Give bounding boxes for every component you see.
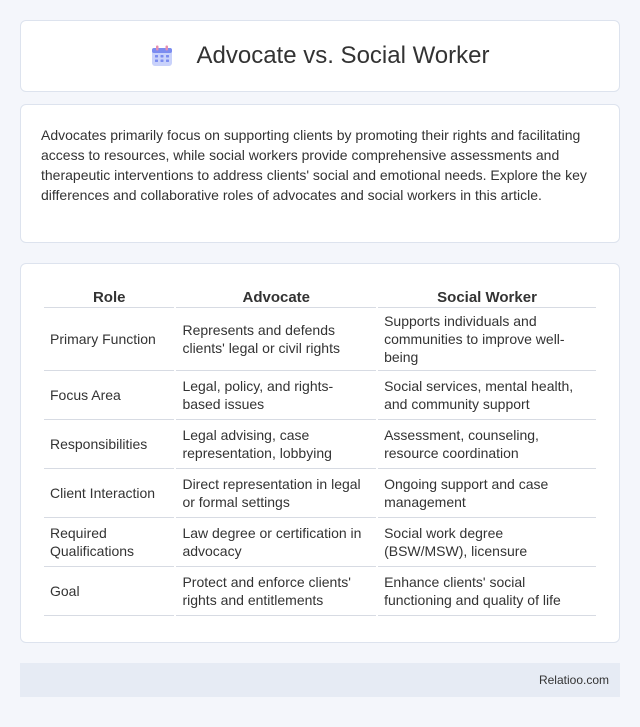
table-card — [20, 263, 620, 643]
row-advocate-cell: Legal advising, case representation, lobbying — [176, 420, 376, 469]
row-social-worker-cell: Ongoing support and case management — [378, 469, 596, 518]
row-social-worker-cell: Social work degree (BSW/MSW), licensure — [378, 518, 596, 567]
row-role-cell: Primary Function — [44, 308, 174, 371]
row-role-cell: Focus Area — [44, 371, 174, 420]
table-row — [44, 567, 596, 616]
calendar-icon — [150, 44, 174, 68]
row-social-worker-cell: Supports individuals and communities to improve well-being — [378, 308, 596, 371]
header-card — [20, 20, 620, 92]
table-row — [44, 469, 596, 518]
header-role: Role — [44, 286, 174, 308]
intro-text: Advocates primarily focus on supporting clients by promoting their rights and facilitating access to resources, while social workers provide comprehensive assessments and therapeutic interventions to address clients' social and emotional needs. Explore the key differences and collaborative roles of advocates and social workers in this article. — [41, 127, 587, 203]
row-advocate-cell: Direct representation in legal or formal settings — [176, 469, 376, 518]
table-header-row — [44, 286, 596, 308]
table-row — [44, 371, 596, 420]
footer-brand: Relatioo.com — [538, 673, 609, 687]
footer-bar — [20, 663, 620, 697]
row-role-cell: Goal — [44, 567, 174, 616]
row-advocate-cell: Protect and enforce clients' rights and entitlements — [176, 567, 376, 616]
table-row — [44, 420, 596, 469]
header-social-worker: Social Worker — [378, 286, 596, 308]
row-advocate-cell: Legal, policy, and rights-based issues — [176, 371, 376, 420]
row-social-worker-cell: Enhance clients' social functioning and quality of life — [378, 567, 596, 616]
row-role-cell: Client Interaction — [44, 469, 174, 518]
header-advocate: Advocate — [176, 286, 376, 308]
table-row — [44, 308, 596, 371]
title-wrap — [150, 42, 489, 70]
intro-card — [20, 104, 620, 243]
page-title: Advocate vs. Social Worker — [196, 42, 490, 69]
row-advocate-cell: Law degree or certification in advocacy — [176, 518, 376, 567]
row-advocate-cell: Represents and defends clients' legal or civil rights — [176, 308, 376, 371]
row-role-cell: Required Qualifications — [44, 518, 174, 567]
comparison-table — [42, 286, 598, 616]
row-social-worker-cell: Assessment, counseling, resource coordination — [378, 420, 596, 469]
table-row — [44, 518, 596, 567]
row-role-cell: Responsibilities — [44, 420, 174, 469]
row-social-worker-cell: Social services, mental health, and community support — [378, 371, 596, 420]
